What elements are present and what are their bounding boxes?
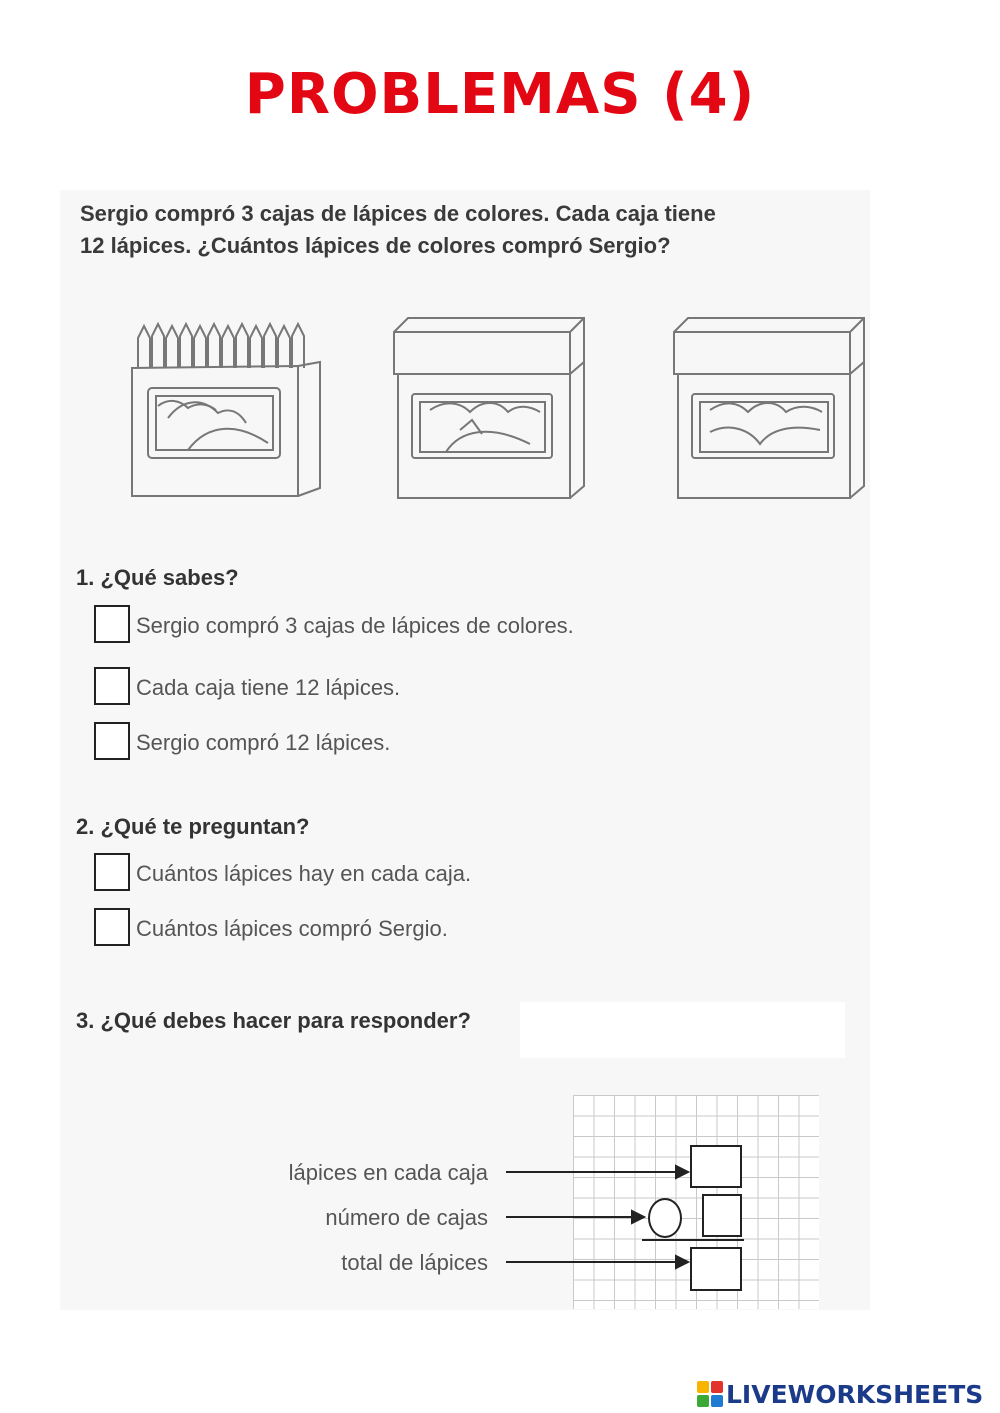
worksheet-title: PROBLEMAS (4) bbox=[244, 62, 756, 127]
checkbox[interactable] bbox=[94, 722, 130, 760]
option-label: Sergio compró 12 lápices. bbox=[136, 730, 391, 755]
question-1-heading: 1. ¿Qué sabes? bbox=[76, 565, 239, 590]
diagram-label-number-of-boxes: número de cajas bbox=[325, 1205, 488, 1230]
arrow-head-icon bbox=[676, 1256, 688, 1268]
open-crayon-box-icon bbox=[128, 318, 328, 503]
total-pencils-answer[interactable] bbox=[690, 1247, 742, 1291]
liveworksheets-brand: LIVEWORKSHEETS bbox=[726, 1379, 984, 1409]
checkbox[interactable] bbox=[94, 853, 130, 891]
option-label: Sergio compró 3 cajas de lápices de colores. bbox=[136, 613, 574, 638]
diagram-label-pencils-per-box: lápices en cada caja bbox=[288, 1160, 488, 1185]
result-underline bbox=[642, 1239, 744, 1241]
question-3-answer-field[interactable] bbox=[520, 1002, 845, 1058]
checkbox[interactable] bbox=[94, 908, 130, 946]
liveworksheets-icon bbox=[697, 1381, 723, 1407]
option-label: Cuántos lápices hay en cada caja. bbox=[136, 861, 472, 886]
crayon-tips bbox=[138, 324, 304, 368]
pencils-per-box-answer[interactable] bbox=[690, 1145, 742, 1188]
diagram-label-total-pencils: total de lápices bbox=[341, 1250, 488, 1275]
problem-statement bbox=[80, 198, 840, 262]
arrow-head-icon bbox=[676, 1166, 688, 1178]
checkbox[interactable] bbox=[94, 605, 130, 643]
liveworksheets-logo[interactable] bbox=[697, 1378, 983, 1410]
operation-sign-answer[interactable] bbox=[648, 1198, 682, 1238]
problem-line-2: 12 lápices. ¿Cuántos lápices de colores compró Sergio? bbox=[80, 233, 671, 258]
problem-line-1: Sergio compró 3 cajas de lápices de colores. Cada caja tiene bbox=[80, 201, 716, 226]
checkbox[interactable] bbox=[94, 667, 130, 705]
option-label: Cuántos lápices compró Sergio. bbox=[136, 916, 448, 941]
closed-crayon-box-icon bbox=[390, 312, 590, 504]
number-of-boxes-answer[interactable] bbox=[702, 1194, 742, 1237]
option-label: Cada caja tiene 12 lápices. bbox=[136, 675, 401, 700]
arrow-head-icon bbox=[632, 1211, 644, 1223]
closed-crayon-box-icon bbox=[670, 312, 870, 504]
question-3-heading: 3. ¿Qué debes hacer para responder? bbox=[76, 1008, 471, 1033]
question-2-heading: 2. ¿Qué te preguntan? bbox=[76, 814, 310, 839]
